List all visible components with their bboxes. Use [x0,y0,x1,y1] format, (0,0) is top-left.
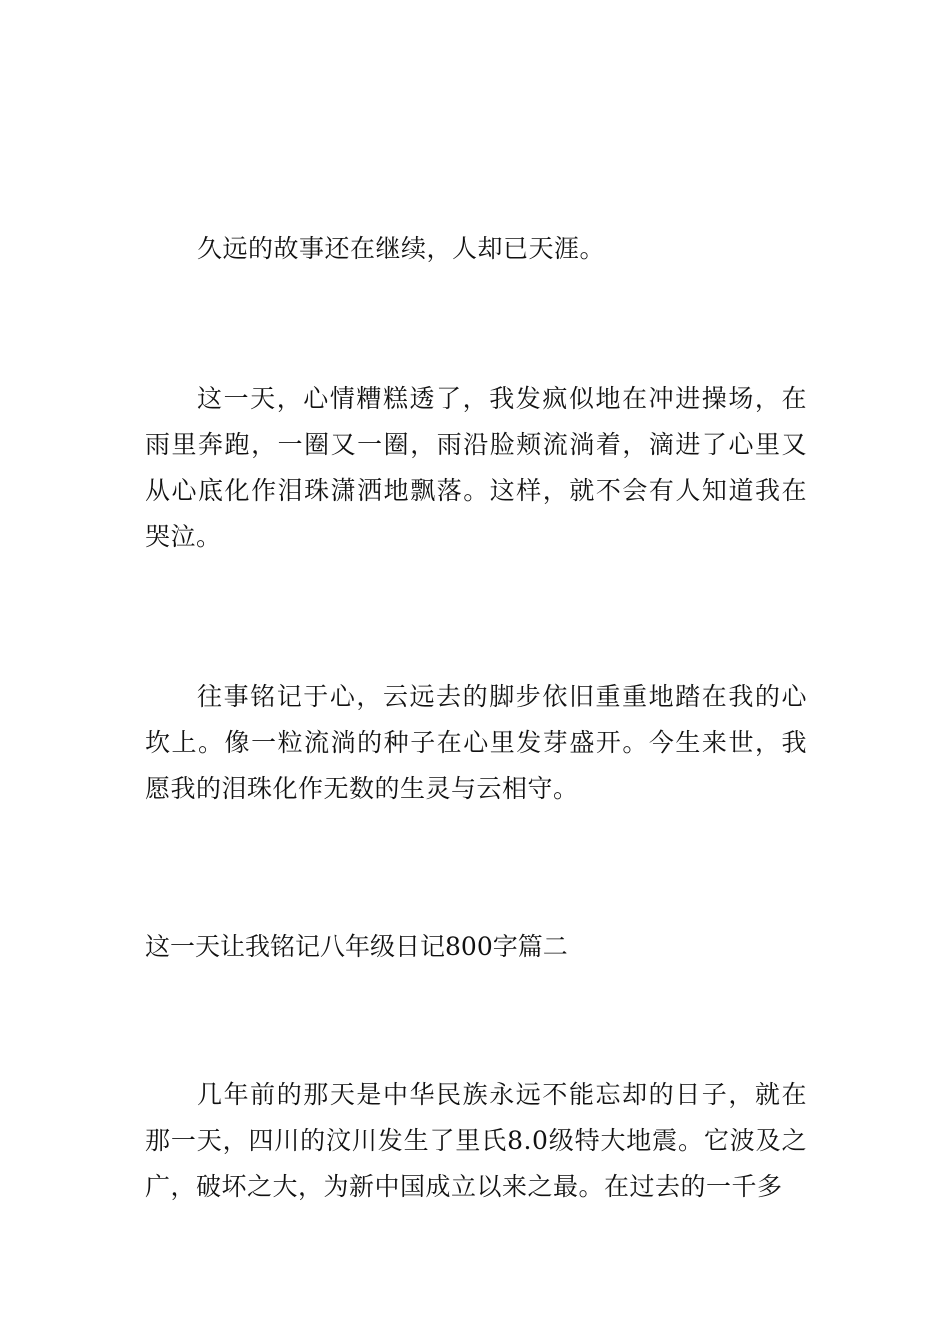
paragraph: 这一天，心情糟糕透了，我发疯似地在冲进操场，在雨里奔跑，一圈又一圈，雨沿脸颊流淌着，滴进了心里又从心底化作泪珠潇洒地飘落。这样，就不会有人知道我在哭泣。 [145,384,807,551]
paragraph: 往事铭记于心，云远去的脚步依旧重重地踏在我的心坎上。像一粒流淌的种子在心里发芽盛开。今生来世，我愿我的泪珠化作无数的生灵与云相守。 [145,682,807,803]
paragraph: 久远的故事还在继续，人却已天涯。 [197,234,606,263]
paragraph: 几年前的那天是中华民族永远不能忘却的日子，就在那一天，四川的汶川发生了里氏8.0级特大地震。它波及之广，破坏之大，为新中国成立以来之最。在过去的一千多 [145,1080,807,1201]
section-heading: 这一天让我铭记八年级日记800字篇二 [145,932,568,961]
